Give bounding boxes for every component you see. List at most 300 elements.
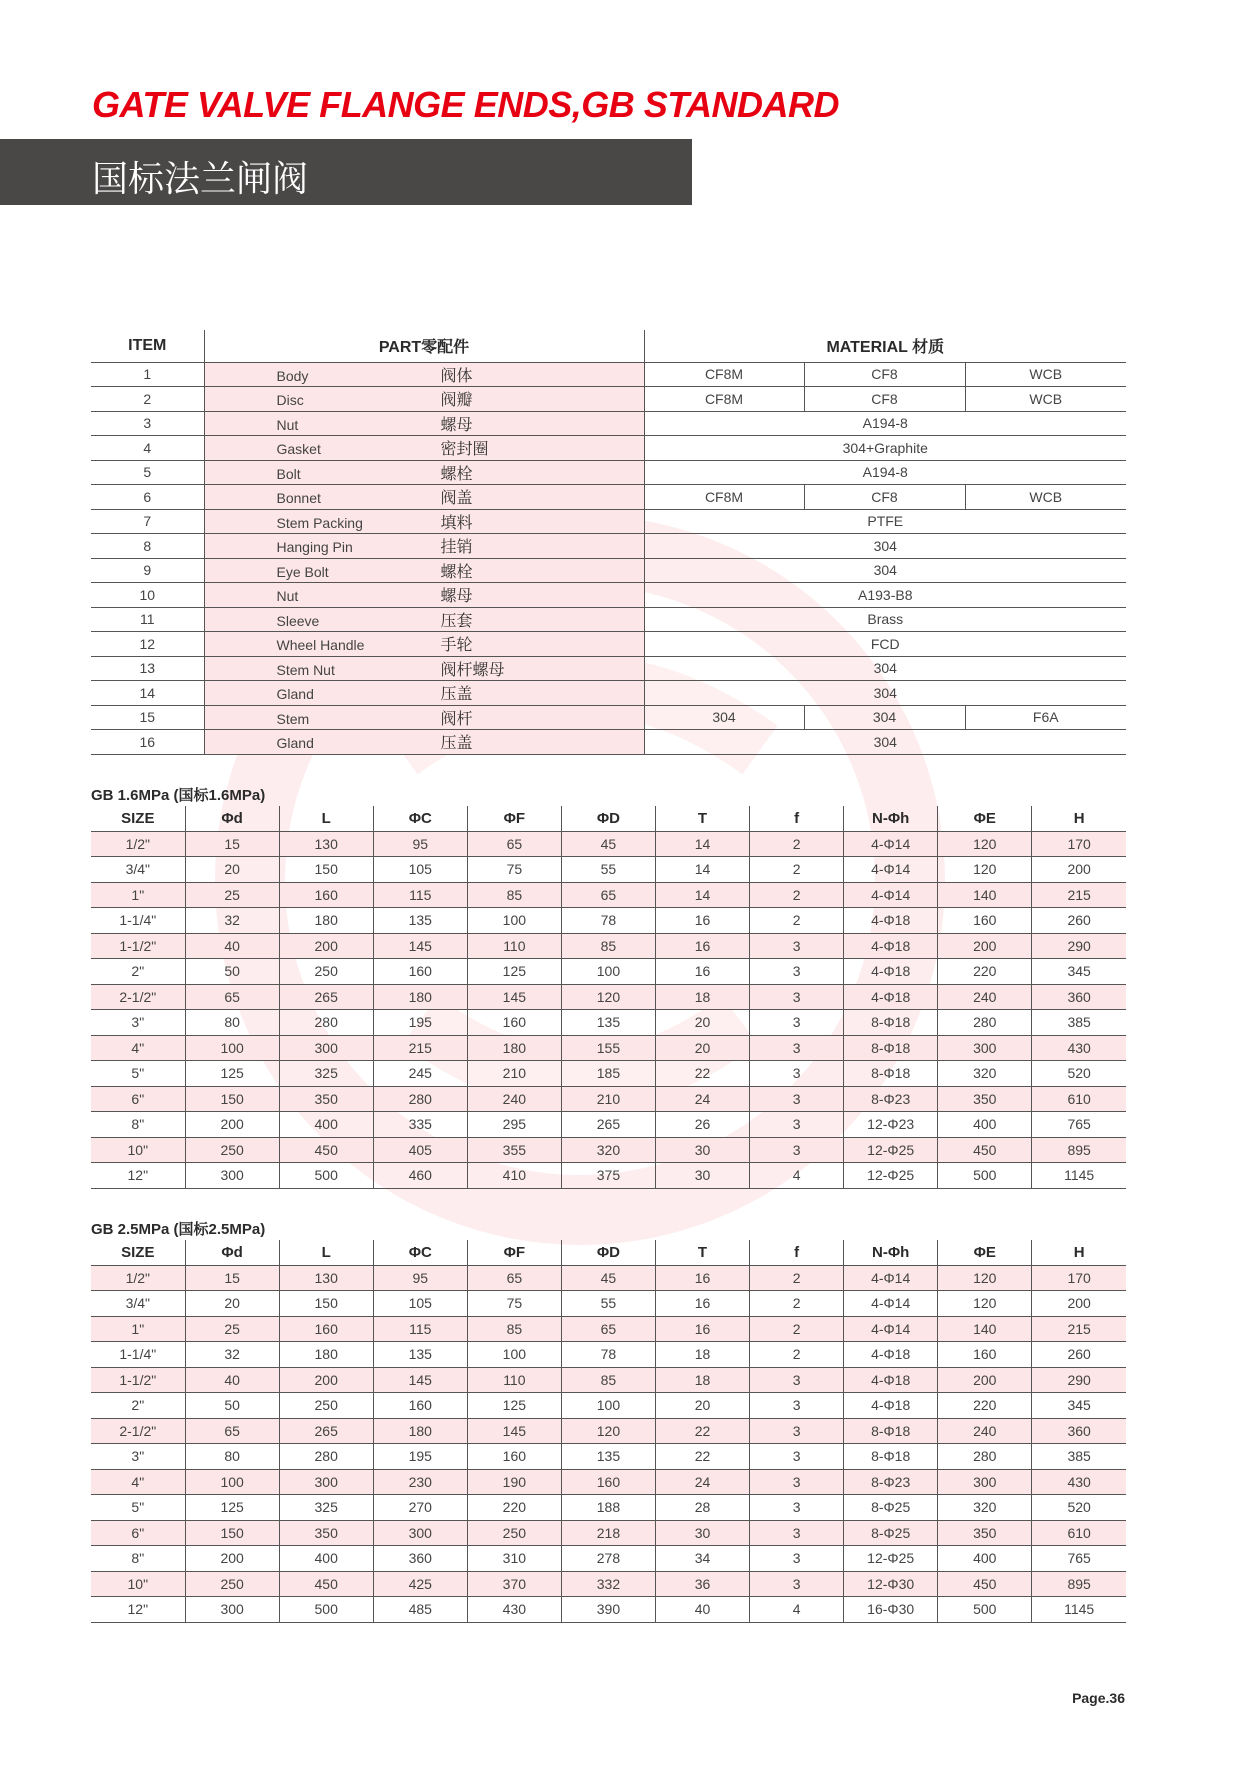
table-cell: 4-Φ14 [844, 1291, 938, 1317]
column-header: ΦF [467, 1240, 561, 1265]
title-banner [0, 139, 692, 205]
table-cell: 12-Φ25 [844, 1163, 938, 1189]
parts-row [91, 411, 1126, 436]
table-cell: 3 [750, 959, 844, 985]
column-header: L [279, 1240, 373, 1265]
table-cell: 300 [185, 1163, 279, 1189]
parts-row [91, 583, 1126, 608]
table-cell: 65 [185, 1418, 279, 1444]
page-title: GATE VALVE FLANGE ENDS,GB STANDARD [92, 84, 840, 125]
table-cell: 3 [750, 984, 844, 1010]
table-cell: 2 [750, 1291, 844, 1317]
header-material: MATERIAL 材质 [644, 330, 1126, 362]
table-cell: 300 [938, 1469, 1032, 1495]
part-name-en: Bonnet [276, 490, 321, 507]
table-cell: 350 [279, 1086, 373, 1112]
parts-row [91, 681, 1126, 706]
table-cell: 500 [279, 1163, 373, 1189]
table-cell: 2" [91, 1393, 185, 1419]
item-number: 9 [91, 558, 204, 583]
table-cell: 150 [279, 857, 373, 883]
parts-table [91, 330, 1126, 755]
table-cell: 3 [750, 1469, 844, 1495]
table-cell: 500 [938, 1597, 1032, 1623]
parts-row [91, 705, 1126, 730]
table-row [91, 1495, 1126, 1521]
table-row [91, 1137, 1126, 1163]
item-number: 14 [91, 681, 204, 706]
table-cell: 8-Φ18 [844, 1010, 938, 1036]
table-cell: 280 [279, 1010, 373, 1036]
table-cell: 75 [467, 857, 561, 883]
table-cell: 200 [279, 933, 373, 959]
table-cell: 2 [750, 882, 844, 908]
parts-row [91, 436, 1126, 461]
table-cell: 12" [91, 1163, 185, 1189]
table-cell: 4 [750, 1163, 844, 1189]
table-row [91, 1291, 1126, 1317]
table-cell: 105 [373, 1291, 467, 1317]
column-header: ΦE [938, 1240, 1032, 1265]
part-name-cn: 压套 [440, 612, 473, 630]
table-cell: 125 [185, 1061, 279, 1087]
part-name-en: Stem [276, 710, 310, 727]
table-cell: 160 [279, 882, 373, 908]
table-cell: 1-1/4" [91, 908, 185, 934]
table-cell: 12-Φ25 [844, 1546, 938, 1572]
table-cell: 120 [938, 831, 1032, 857]
table-cell: 350 [279, 1520, 373, 1546]
part-name-en: Gasket [276, 441, 321, 458]
table-cell: 20 [655, 1010, 749, 1036]
item-number: 3 [91, 411, 204, 436]
column-header: f [750, 1240, 844, 1265]
item-number: 2 [91, 387, 204, 412]
part-name [204, 705, 644, 730]
part-name-cn: 手轮 [440, 637, 473, 655]
table-cell: 10" [91, 1137, 185, 1163]
parts-row [91, 387, 1126, 412]
table-cell: 15 [185, 1265, 279, 1291]
table-cell: 335 [373, 1112, 467, 1138]
material-cell: WCB [965, 387, 1126, 412]
parts-row [91, 656, 1126, 681]
table-cell: 210 [467, 1061, 561, 1087]
table-cell: 130 [279, 831, 373, 857]
part-name-cn: 阀盖 [440, 490, 473, 508]
table-cell: 65 [467, 831, 561, 857]
column-header: Φd [185, 806, 279, 831]
table-cell: 125 [467, 1393, 561, 1419]
table-cell: 390 [561, 1597, 655, 1623]
part-name-en: Eye Bolt [276, 563, 329, 580]
part-name-cn: 螺栓 [440, 465, 473, 483]
table-row [91, 1342, 1126, 1368]
table-cell: 180 [373, 1418, 467, 1444]
item-number: 10 [91, 583, 204, 608]
table-cell: 65 [467, 1265, 561, 1291]
table-cell: 16 [655, 933, 749, 959]
part-name-en: Body [276, 367, 309, 384]
header-part: PART零配件 [204, 330, 644, 362]
table-cell: 280 [279, 1444, 373, 1470]
material-cell: A194-8 [644, 460, 1126, 485]
table-cell: 16-Φ30 [844, 1597, 938, 1623]
table-cell: 345 [1032, 1393, 1126, 1419]
table-cell: 188 [561, 1495, 655, 1521]
parts-row [91, 632, 1126, 657]
table-cell: 3" [91, 1010, 185, 1036]
table-cell: 5" [91, 1495, 185, 1521]
table-row [91, 1597, 1126, 1623]
gb16-label: GB 1.6MPa (国标1.6MPa) [91, 787, 266, 804]
table-cell: 3 [750, 1112, 844, 1138]
item-number: 15 [91, 705, 204, 730]
table-cell: 185 [561, 1061, 655, 1087]
part-name-cn: 压盖 [440, 686, 473, 704]
table-cell: 145 [373, 933, 467, 959]
table-cell: 1145 [1032, 1163, 1126, 1189]
table-row [91, 1469, 1126, 1495]
column-header: H [1032, 1240, 1126, 1265]
table-cell: 16 [655, 1316, 749, 1342]
table-cell: 3 [750, 1137, 844, 1163]
table-row [91, 1112, 1126, 1138]
table-row [91, 1546, 1126, 1572]
table-cell: 85 [561, 1367, 655, 1393]
table-row [91, 1061, 1126, 1087]
table-cell: 8" [91, 1546, 185, 1572]
table-cell: 65 [185, 984, 279, 1010]
table-cell: 145 [373, 1367, 467, 1393]
material-cell: CF8M [644, 387, 804, 412]
table-cell: 215 [1032, 882, 1126, 908]
table-cell: 2" [91, 959, 185, 985]
table-cell: 300 [185, 1597, 279, 1623]
table-cell: 3 [750, 933, 844, 959]
table-cell: 40 [185, 933, 279, 959]
table-cell: 32 [185, 1342, 279, 1368]
table-cell: 10" [91, 1571, 185, 1597]
material-cell: CF8 [804, 387, 965, 412]
part-name [204, 485, 644, 510]
table-cell: 4-Φ18 [844, 984, 938, 1010]
table-cell: 3 [750, 1061, 844, 1087]
table-row [91, 933, 1126, 959]
column-header: L [279, 806, 373, 831]
table-cell: 400 [279, 1112, 373, 1138]
table-cell: 765 [1032, 1112, 1126, 1138]
gb16-header-row [91, 806, 1126, 831]
table-cell: 200 [185, 1112, 279, 1138]
part-name-cn: 螺栓 [440, 563, 473, 581]
table-cell: 4-Φ18 [844, 933, 938, 959]
table-cell: 8-Φ25 [844, 1520, 938, 1546]
table-cell: 3 [750, 1495, 844, 1521]
table-cell: 155 [561, 1035, 655, 1061]
table-row [91, 1367, 1126, 1393]
table-cell: 450 [938, 1571, 1032, 1597]
table-row [91, 959, 1126, 985]
table-cell: 3 [750, 1571, 844, 1597]
table-cell: 430 [1032, 1469, 1126, 1495]
table-cell: 135 [561, 1444, 655, 1470]
table-cell: 78 [561, 1342, 655, 1368]
table-cell: 12" [91, 1597, 185, 1623]
gb25-table [91, 1240, 1126, 1623]
table-cell: 270 [373, 1495, 467, 1521]
table-cell: 220 [938, 1393, 1032, 1419]
table-cell: 18 [655, 984, 749, 1010]
table-cell: 895 [1032, 1571, 1126, 1597]
table-cell: 3 [750, 1520, 844, 1546]
column-header: ΦC [373, 806, 467, 831]
table-row [91, 1265, 1126, 1291]
table-cell: 14 [655, 831, 749, 857]
table-cell: 95 [373, 1265, 467, 1291]
table-cell: 210 [561, 1086, 655, 1112]
part-name-en: Stem Nut [276, 661, 335, 678]
column-header: H [1032, 806, 1126, 831]
table-cell: 8-Φ18 [844, 1035, 938, 1061]
table-cell: 300 [279, 1035, 373, 1061]
part-name-en: Disc [276, 392, 304, 409]
table-cell: 160 [373, 959, 467, 985]
table-cell: 385 [1032, 1010, 1126, 1036]
table-cell: 95 [373, 831, 467, 857]
table-row [91, 1444, 1126, 1470]
table-cell: 20 [185, 857, 279, 883]
table-cell: 28 [655, 1495, 749, 1521]
table-cell: 485 [373, 1597, 467, 1623]
table-cell: 370 [467, 1571, 561, 1597]
table-cell: 150 [279, 1291, 373, 1317]
part-name-en: Bolt [276, 465, 301, 482]
column-header: N-Φh [844, 1240, 938, 1265]
table-cell: 3 [750, 1010, 844, 1036]
material-cell: 304 [644, 656, 1126, 681]
table-cell: 520 [1032, 1495, 1126, 1521]
table-cell: 385 [1032, 1444, 1126, 1470]
table-cell: 450 [279, 1137, 373, 1163]
part-name-cn: 螺母 [440, 416, 473, 434]
table-cell: 4" [91, 1469, 185, 1495]
part-name [204, 632, 644, 657]
table-cell: 135 [373, 1342, 467, 1368]
table-cell: 400 [938, 1112, 1032, 1138]
table-cell: 16 [655, 908, 749, 934]
table-row [91, 1316, 1126, 1342]
table-cell: 20 [185, 1291, 279, 1317]
table-cell: 8" [91, 1112, 185, 1138]
table-cell: 520 [1032, 1061, 1126, 1087]
table-cell: 2 [750, 1342, 844, 1368]
table-cell: 34 [655, 1546, 749, 1572]
column-header: T [655, 1240, 749, 1265]
table-cell: 250 [279, 1393, 373, 1419]
table-cell: 65 [561, 1316, 655, 1342]
table-cell: 280 [938, 1444, 1032, 1470]
part-name [204, 730, 644, 755]
table-row [91, 908, 1126, 934]
table-cell: 278 [561, 1546, 655, 1572]
material-cell: 304+Graphite [644, 436, 1126, 461]
table-cell: 240 [938, 984, 1032, 1010]
part-name [204, 436, 644, 461]
table-cell: 300 [279, 1469, 373, 1495]
table-cell: 3 [750, 1546, 844, 1572]
table-cell: 3 [750, 1418, 844, 1444]
table-cell: 200 [185, 1546, 279, 1572]
table-cell: 12-Φ23 [844, 1112, 938, 1138]
material-cell: CF8 [804, 362, 965, 387]
material-cell: 304 [644, 705, 804, 730]
material-cell: WCB [965, 362, 1126, 387]
table-cell: 65 [561, 882, 655, 908]
table-cell: 265 [279, 984, 373, 1010]
table-cell: 120 [938, 1291, 1032, 1317]
table-cell: 460 [373, 1163, 467, 1189]
table-cell: 16 [655, 959, 749, 985]
table-cell: 85 [467, 882, 561, 908]
table-cell: 135 [373, 908, 467, 934]
table-cell: 110 [467, 1367, 561, 1393]
table-cell: 120 [561, 1418, 655, 1444]
table-cell: 170 [1032, 831, 1126, 857]
material-cell: A194-8 [644, 411, 1126, 436]
table-row [91, 882, 1126, 908]
table-cell: 4-Φ18 [844, 1342, 938, 1368]
table-cell: 2 [750, 831, 844, 857]
parts-row [91, 485, 1126, 510]
part-name [204, 583, 644, 608]
table-cell: 280 [938, 1010, 1032, 1036]
table-cell: 180 [279, 1342, 373, 1368]
table-cell: 3 [750, 1393, 844, 1419]
table-cell: 8-Φ25 [844, 1495, 938, 1521]
table-cell: 160 [561, 1469, 655, 1495]
parts-row [91, 509, 1126, 534]
item-number: 5 [91, 460, 204, 485]
table-cell: 1-1/2" [91, 933, 185, 959]
part-name-en: Gland [276, 735, 314, 752]
column-header: ΦE [938, 806, 1032, 831]
material-cell: CF8M [644, 485, 804, 510]
table-cell: 430 [1032, 1035, 1126, 1061]
table-cell: 290 [1032, 1367, 1126, 1393]
table-cell: 110 [467, 933, 561, 959]
table-cell: 78 [561, 908, 655, 934]
table-cell: 55 [561, 857, 655, 883]
table-cell: 25 [185, 1316, 279, 1342]
table-cell: 150 [185, 1520, 279, 1546]
table-cell: 130 [279, 1265, 373, 1291]
table-cell: 300 [938, 1035, 1032, 1061]
table-cell: 125 [185, 1495, 279, 1521]
material-cell: 304 [644, 534, 1126, 559]
table-cell: 332 [561, 1571, 655, 1597]
parts-row [91, 362, 1126, 387]
table-cell: 450 [938, 1137, 1032, 1163]
table-cell: 8-Φ18 [844, 1061, 938, 1087]
table-cell: 300 [373, 1520, 467, 1546]
table-cell: 250 [467, 1520, 561, 1546]
table-cell: 8-Φ18 [844, 1444, 938, 1470]
table-cell: 160 [467, 1010, 561, 1036]
parts-row [91, 607, 1126, 632]
table-cell: 895 [1032, 1137, 1126, 1163]
table-cell: 3/4" [91, 857, 185, 883]
material-cell: 304 [644, 558, 1126, 583]
table-cell: 8-Φ23 [844, 1086, 938, 1112]
table-cell: 3 [750, 1444, 844, 1470]
table-cell: 160 [373, 1393, 467, 1419]
table-cell: 12-Φ30 [844, 1571, 938, 1597]
table-row [91, 1393, 1126, 1419]
table-cell: 200 [938, 1367, 1032, 1393]
table-cell: 24 [655, 1086, 749, 1112]
table-cell: 310 [467, 1546, 561, 1572]
table-cell: 250 [279, 959, 373, 985]
table-cell: 85 [467, 1316, 561, 1342]
table-cell: 20 [655, 1035, 749, 1061]
table-cell: 220 [938, 959, 1032, 985]
table-cell: 4-Φ18 [844, 1393, 938, 1419]
table-cell: 610 [1032, 1520, 1126, 1546]
table-cell: 30 [655, 1137, 749, 1163]
table-cell: 50 [185, 959, 279, 985]
table-cell: 8-Φ18 [844, 1418, 938, 1444]
part-name-en: Gland [276, 686, 314, 703]
part-name-cn: 压盖 [440, 735, 473, 753]
table-cell: 4-Φ18 [844, 1367, 938, 1393]
table-cell: 218 [561, 1520, 655, 1546]
table-cell: 18 [655, 1367, 749, 1393]
table-cell: 26 [655, 1112, 749, 1138]
table-row [91, 857, 1126, 883]
table-cell: 425 [373, 1571, 467, 1597]
table-cell: 160 [938, 1342, 1032, 1368]
table-cell: 22 [655, 1418, 749, 1444]
parts-row [91, 534, 1126, 559]
part-name-cn: 挂销 [440, 539, 473, 557]
part-name-cn: 密封圈 [440, 441, 489, 459]
table-cell: 4-Φ14 [844, 857, 938, 883]
table-cell: 120 [561, 984, 655, 1010]
table-cell: 260 [1032, 908, 1126, 934]
part-name [204, 362, 644, 387]
table-cell: 215 [1032, 1316, 1126, 1342]
table-cell: 100 [185, 1035, 279, 1061]
table-cell: 85 [561, 933, 655, 959]
material-cell: 304 [804, 705, 965, 730]
part-name [204, 387, 644, 412]
item-number: 7 [91, 509, 204, 534]
table-cell: 1/2" [91, 831, 185, 857]
page-number: Page.36 [1072, 1690, 1125, 1706]
part-name-en: Nut [276, 416, 299, 433]
column-header: N-Φh [844, 806, 938, 831]
table-cell: 100 [467, 1342, 561, 1368]
table-cell: 200 [1032, 1291, 1126, 1317]
table-cell: 15 [185, 831, 279, 857]
part-name-cn: 填料 [440, 514, 473, 532]
table-cell: 405 [373, 1137, 467, 1163]
table-cell: 4-Φ14 [844, 882, 938, 908]
part-name [204, 534, 644, 559]
table-cell: 260 [1032, 1342, 1126, 1368]
table-cell: 100 [561, 1393, 655, 1419]
